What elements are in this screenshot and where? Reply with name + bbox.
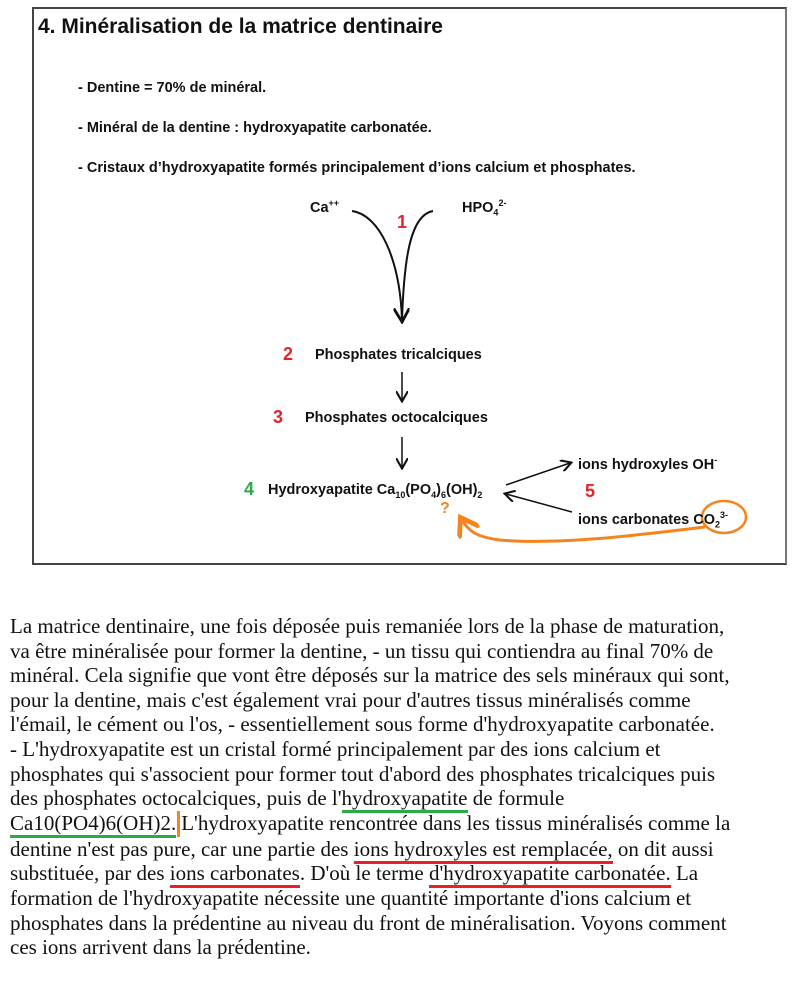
- highlight-underline-green: Ca10(PO4)6(OH)2.: [10, 811, 176, 838]
- arrow-ca: [352, 211, 402, 320]
- cursor-mark: [177, 811, 180, 837]
- text-segment: La matrice dentinaire, une fois déposée puis remaniée lors de la phase de maturation,: [10, 614, 725, 638]
- text-segment: dentine n'est pas pure, car une partie des: [10, 836, 354, 861]
- text-segment: on dit aussi: [612, 836, 714, 861]
- text-segment: minéral. Cela signifie que vont être déposés sur la matrice des sels minéraux qui sont,: [10, 663, 730, 688]
- highlight-underline-green: hydroxyapatite: [342, 786, 468, 813]
- body-paragraph: [10, 614, 730, 960]
- paragraph-line: [10, 663, 730, 688]
- slide-title: 4. Minéralisation de la matrice dentinaire: [38, 15, 443, 38]
- text-segment: des phosphates octocalciques, puis de l': [10, 786, 342, 811]
- text-segment: - L'hydroxyapatite est un cristal formé principalement par des ions calcium et: [10, 736, 661, 761]
- label-tricalciques: Phosphates tricalciques: [315, 347, 482, 363]
- text-segment: substituée, par des: [10, 861, 170, 886]
- text-segment: va être minéralisée pour former la dentine, - un tissu qui contiendra au final 70% de: [10, 638, 714, 663]
- bullet-dentine: - Dentine = 70% de minéral.: [78, 80, 267, 96]
- step-4: 4: [244, 479, 255, 499]
- text-segment: phosphates dans la prédentine au niveau du front de minéralisation. Voyons comment: [10, 910, 727, 935]
- label-ions-hydroxyles: ions hydroxyles OH-: [578, 455, 718, 473]
- highlight-underline-red: ions hydroxyles est remplacée,: [354, 837, 613, 864]
- arrow-from-carb: [506, 494, 572, 512]
- bullet-mineral: - Minéral de la dentine : hydroxyapatite carbonatée.: [78, 120, 432, 136]
- text-segment: de formule: [467, 786, 565, 811]
- step-1: 1: [397, 212, 408, 232]
- text-segment: formation de l'hydroxyapatite nécessite une quantité importante d'ions calcium et: [10, 885, 692, 910]
- text-segment: . D'où le terme: [299, 861, 430, 886]
- paragraph-line: [10, 712, 730, 737]
- text-segment: ces ions arrivent dans la prédentine.: [10, 935, 311, 960]
- step-2: 2: [283, 344, 294, 364]
- text-segment: pour la dentine, mais c'est également vrai pour d'autres tissus minéralisés comme: [10, 687, 691, 712]
- paragraph-line: [10, 861, 730, 886]
- question-mark: ?: [440, 500, 450, 517]
- paragraph-line: [10, 786, 730, 811]
- paragraph-line: [10, 935, 730, 960]
- text-segment: L'hydroxyapatite rencontrée dans les tissus minéralisés comme la: [181, 810, 731, 835]
- paragraph-line: [10, 762, 730, 787]
- bullet-cristaux: - Cristaux d’hydroxyapatite formés principalement d’ions calcium et phosphates.: [78, 160, 636, 176]
- highlight-underline-red: ions carbonates: [170, 861, 300, 888]
- highlight-underline-red: d'hydroxyapatite carbonatée.: [429, 861, 671, 888]
- paragraph-line: [10, 811, 730, 837]
- step-5: 5: [585, 481, 596, 501]
- text-segment: l'émail, le cément ou l'os, - essentiellement sous forme d'hydroxyapatite carbonatée.: [10, 712, 715, 737]
- label-hydroxyapatite: Hydroxyapatite $Ca_{10}(PO_4)_6(OH)_2$: [268, 482, 483, 500]
- paragraph-line: [10, 639, 730, 664]
- paragraph-line: [10, 911, 730, 936]
- label-octocalciques: Phosphates octocalciques: [305, 410, 488, 426]
- paragraph-line: [10, 737, 730, 762]
- text-segment: phosphates qui s'associent pour former tout d'abord des phosphates tricalciques puis: [10, 761, 716, 786]
- text-segment: La: [670, 861, 699, 886]
- label-hpo4: $HPO_4^{2-}$: [462, 198, 507, 218]
- label-ca: Ca++: [310, 198, 340, 216]
- paragraph-line: [10, 886, 730, 911]
- step-3: 3: [273, 407, 284, 427]
- paragraph-line: [10, 688, 730, 713]
- paragraph-line: [10, 837, 730, 862]
- arrow-to-oh: [506, 463, 570, 485]
- label-ions-carbonates: ions carbonates $CO_2^{3-}$: [578, 510, 729, 530]
- paragraph-line: [10, 614, 730, 639]
